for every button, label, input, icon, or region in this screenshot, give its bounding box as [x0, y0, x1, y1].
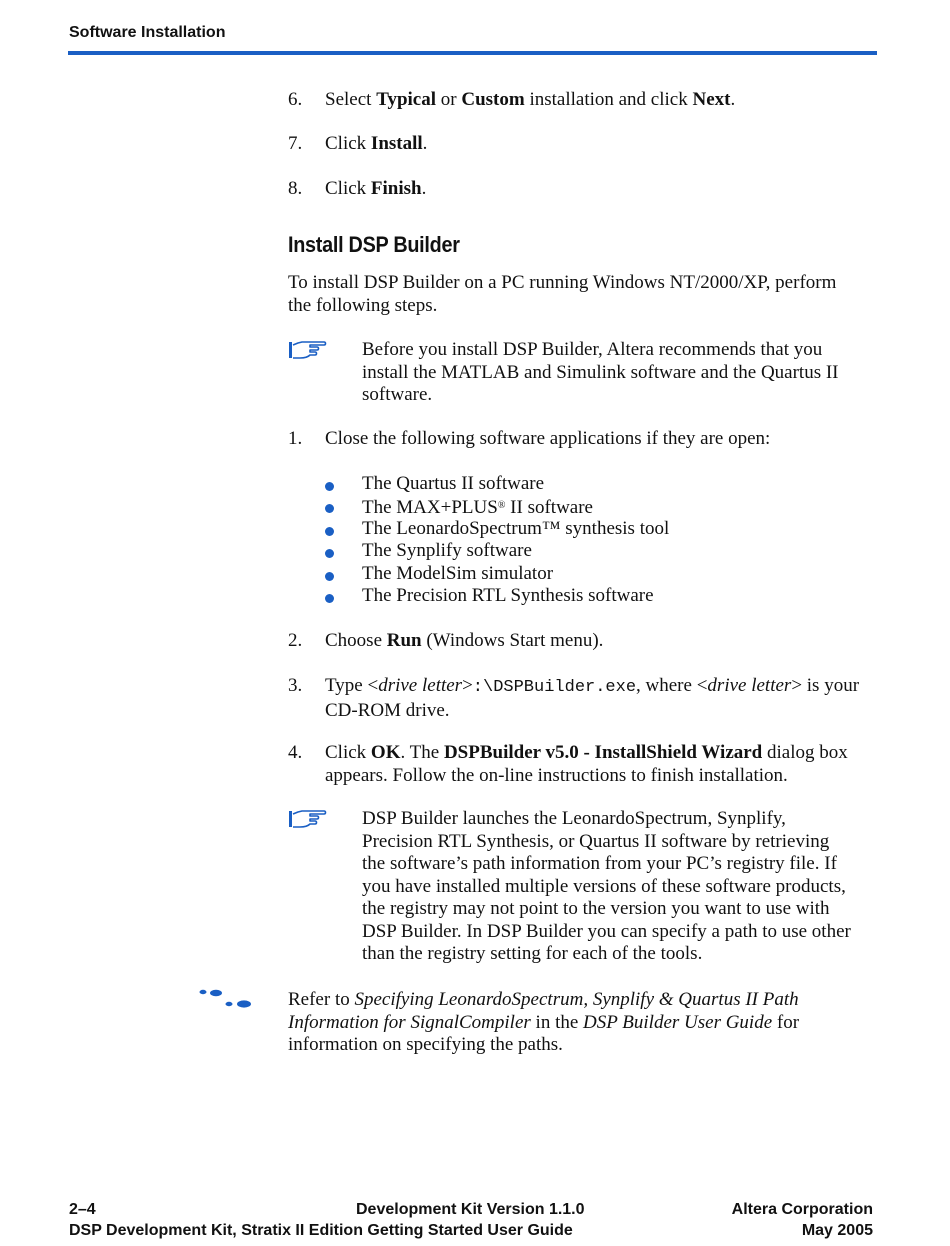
pointing-hand-icon [288, 809, 328, 829]
step-number: 1. [288, 428, 303, 449]
footer-company: Altera Corporation [731, 1201, 873, 1218]
bullet-dot [325, 549, 334, 558]
section-heading: Install DSP Builder [288, 232, 460, 257]
step-4-text: Click OK. The DSPBuilder v5.0 - InstallShield Wizard dialog box appears. Follow the on-line instructions to finish installation. [325, 742, 848, 786]
step-number: 6. [288, 89, 303, 110]
list-item: The LeonardoSpectrum™ synthesis tool [362, 518, 670, 539]
footprints-icon [198, 987, 256, 1011]
pointing-hand-icon [288, 340, 328, 360]
step-6-text: Select Typical or Custom installation and click Next. [325, 89, 736, 110]
page-number: 2–4 [69, 1201, 96, 1218]
footer-guide-title: DSP Development Kit, Stratix II Edition Getting Started User Guide [69, 1222, 573, 1239]
step-7-text: Click Install. [325, 133, 428, 154]
bullet-dot [325, 572, 334, 581]
step-8-text: Click Finish. [325, 178, 427, 199]
bullet-dot [325, 504, 334, 513]
step-number: 7. [288, 133, 303, 154]
refer-paragraph: Refer to Specifying LeonardoSpectrum, Synplify & Quartus II Path Information for SignalCompiler in the DSP Builder User Guide for information on specifying the paths. [288, 989, 800, 1055]
list-item: The Synplify software [362, 540, 532, 561]
header-rule [68, 51, 877, 55]
note-before-install: Before you install DSP Builder, Altera recommends that you install the MATLAB and Simulink software and the Quartus II software. [362, 339, 839, 405]
list-item: The MAX+PLUS® II software [362, 497, 593, 518]
intro-paragraph: To install DSP Builder on a PC running Windows NT/2000/XP, perform the following steps. [288, 272, 837, 316]
step-number: 4. [288, 742, 303, 763]
step-number: 3. [288, 675, 303, 696]
list-item: The Precision RTL Synthesis software [362, 585, 654, 606]
running-header: Software Installation [69, 24, 226, 41]
note-registry-path: DSP Builder launches the LeonardoSpectrum, Synplify, Precision RTL Synthesis, or Quartus II software by retrieving the software’s path information from your PC’s registry file. If you have installed multiple versions of these software products, the registry may not point to the version you want to use with DSP Builder. In DSP Builder you can specify a path to use other than the registry setting for each of the tools. [362, 808, 851, 964]
list-item: The Quartus II software [362, 473, 545, 494]
step-3-text: Type <drive letter>:\DSPBuilder.exe, where <drive letter> is your CD-ROM drive. [325, 675, 860, 721]
bullet-dot [325, 527, 334, 536]
step-number: 8. [288, 178, 303, 199]
footer-version: Development Kit Version 1.1.0 [356, 1201, 585, 1218]
step-1-text: Close the following software applications if they are open: [325, 428, 771, 449]
bullet-dot [325, 594, 334, 603]
bullet-dot [325, 482, 334, 491]
footer-date: May 2005 [801, 1222, 873, 1239]
list-item: The ModelSim simulator [362, 563, 554, 584]
step-2-text: Choose Run (Windows Start menu). [325, 630, 604, 651]
step-number: 2. [288, 630, 303, 651]
